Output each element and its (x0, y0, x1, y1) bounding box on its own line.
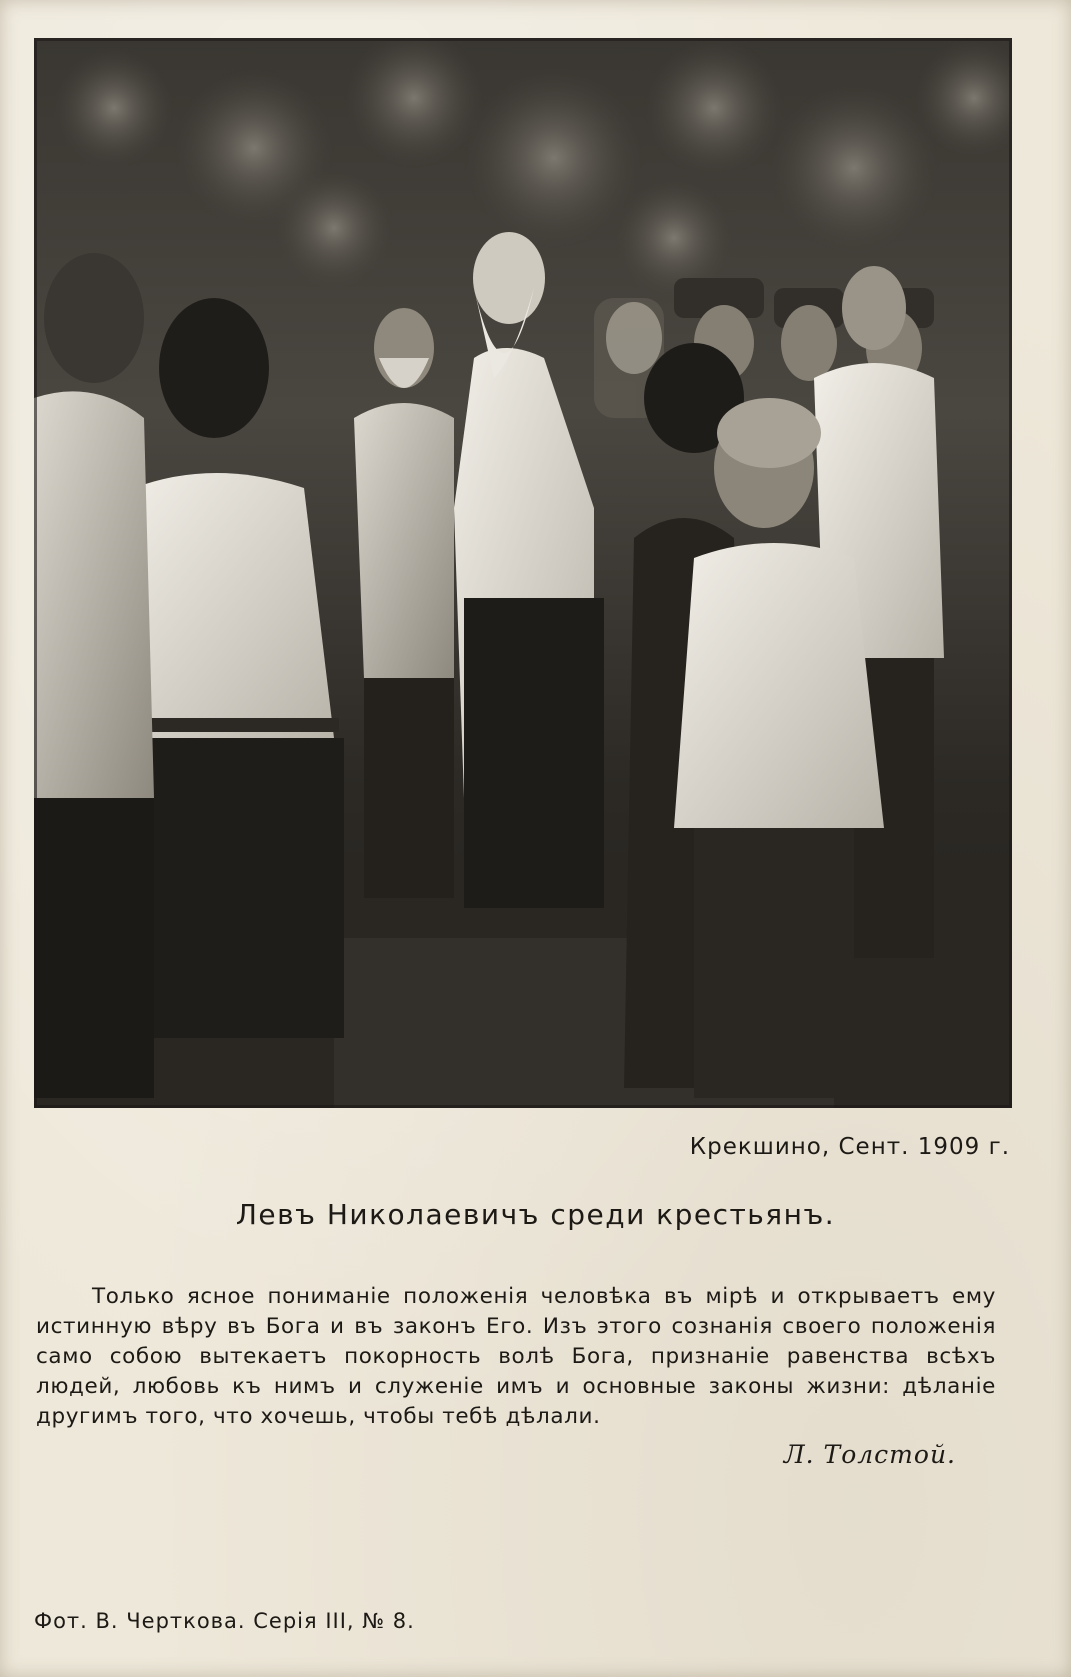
photo-place-date: Крекшино, Сент. 1909 г. (689, 1134, 1010, 1160)
quote-author: Л. Толстой. (783, 1440, 956, 1469)
tolstoy-quote: Только ясное пониманіе положенія человѣка въ мірѣ и открываетъ ему истинную вѣру въ Бога и въ законъ Его. Изъ этого сознанія своего положенія само собою вытекаетъ покорность волѣ Бога, признаніе равенства всѣхъ людей, любовь къ нимъ и служеніе имъ и основные законы жизни: дѣланіе другимъ того, что хочешь, чтобы тебѣ дѣлали. (36, 1284, 996, 1429)
caption-title: Левъ Николаевичъ среди крестьянъ. (235, 1198, 836, 1231)
photo-credit: Фот. В. Черткова. Серія III, № 8. (34, 1609, 415, 1633)
photograph-icon (34, 38, 1012, 1108)
photograph (34, 38, 1012, 1108)
